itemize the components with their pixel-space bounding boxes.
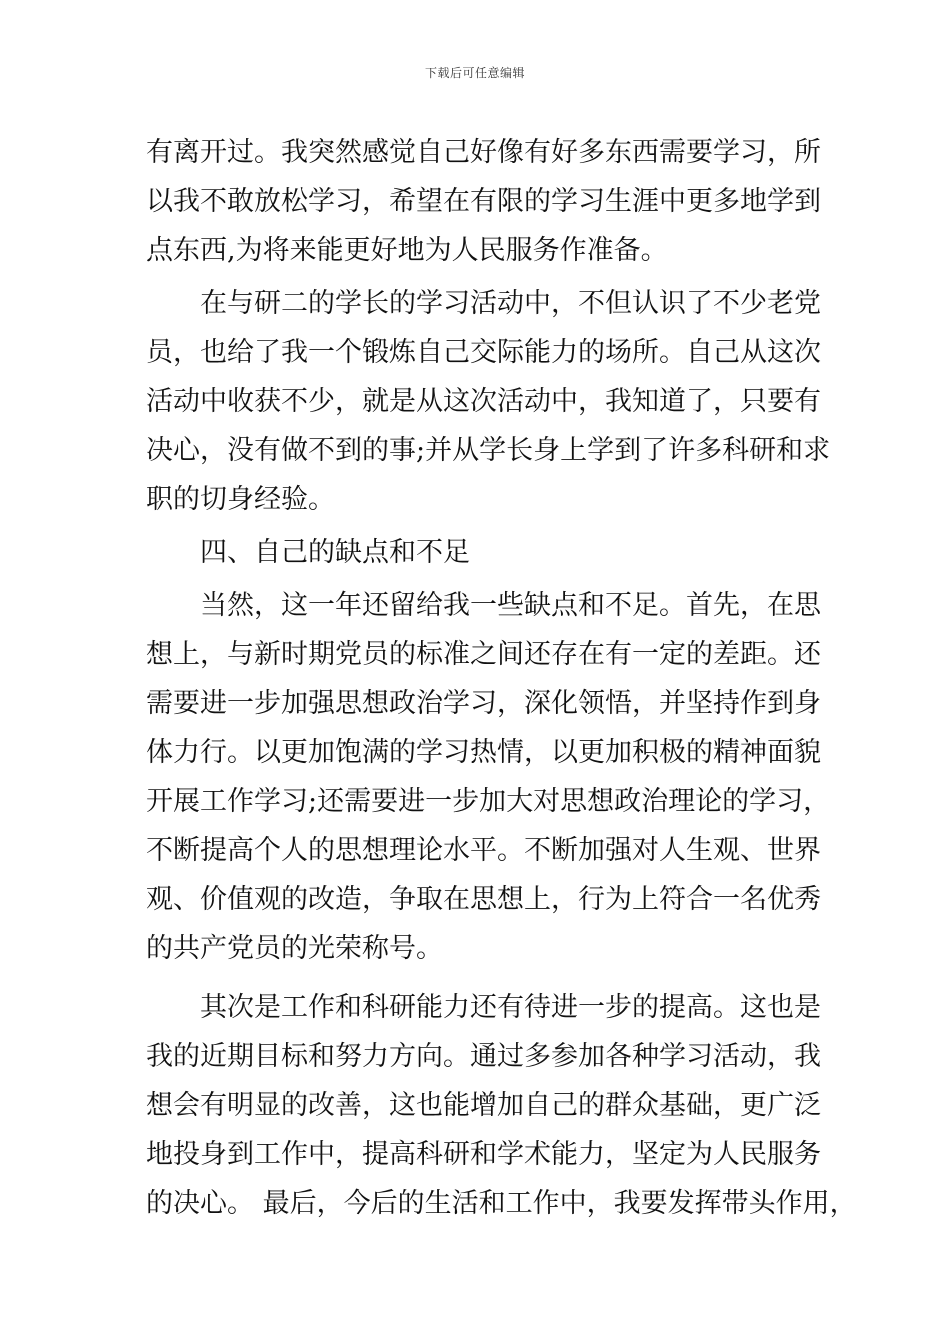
text-line: 其次是工作和科研能力还有待进一步的提高。这也是 [146, 992, 821, 1023]
section-heading: 四、自己的缺点和不足 [146, 537, 470, 568]
text-line: 不断提高个人的思想理论水平。不断加强对人生观、世界 [146, 835, 821, 866]
page-header: 下载后可任意编辑 [424, 66, 525, 80]
text-line: 想会有明显的改善，这也能增加自己的群众基础，更广泛 [146, 1090, 821, 1121]
text-line: 想上，与新时期党员的标准之间还存在有一定的差距。还 [146, 639, 821, 670]
text-line: 当然，这一年还留给我一些缺点和不足。首先，在思 [146, 590, 821, 621]
text-line: 活动中收获不少，就是从这次活动中，我知道了，只要有 [146, 386, 821, 417]
text-line: 观、价值观的改造，争取在思想上，行为上符合一名优秀 [146, 884, 821, 915]
text-line: 体力行。以更加饱满的学习热情，以更加积极的精神面貌 [146, 737, 821, 768]
text-line: 有离开过。我突然感觉自己好像有好多东西需要学习，所 [146, 137, 821, 168]
document-body [146, 128, 857, 1228]
text-line: 在与研二的学长的学习活动中，不但认识了不少老党 [146, 288, 821, 319]
text-line: 的决心。 最后，今后的生活和工作中，我要发挥带头作用， [146, 1188, 857, 1219]
text-line: 我的近期目标和努力方向。通过多参加各种学习活动，我 [146, 1041, 821, 1072]
text-line: 以我不敢放松学习，希望在有限的学习生涯中更多地学到 [146, 186, 821, 217]
text-line: 开展工作学习;还需要进一步加大对思想政治理论的学习， [146, 786, 831, 817]
text-line: 的共产党员的光荣称号。 [146, 933, 443, 964]
text-line: 决心，没有做不到的事;并从学长身上学到了许多科研和求 [146, 435, 831, 466]
text-line: 地投身到工作中，提高科研和学术能力，坚定为人民服务 [146, 1139, 821, 1170]
text-line: 需要进一步加强思想政治学习，深化领悟，并坚持作到身 [146, 688, 821, 719]
text-line: 职的切身经验。 [146, 484, 335, 515]
text-line: 员，也给了我一个锻炼自己交际能力的场所。自己从这次 [146, 337, 821, 368]
text-line: 点东西,为将来能更好地为人民服务作准备。 [146, 235, 668, 266]
